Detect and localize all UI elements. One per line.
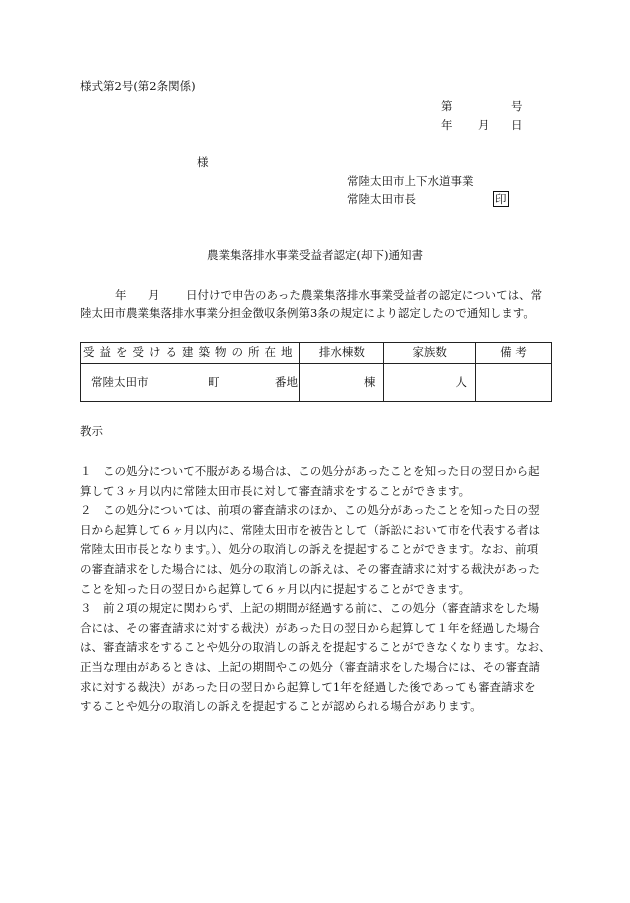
addressee-suffix: 様 xyxy=(197,155,209,169)
instructions-body xyxy=(80,462,555,717)
table-row xyxy=(81,364,552,402)
header-building-count: 排水棟数 xyxy=(300,343,384,364)
property-table xyxy=(80,342,552,402)
header-location: 受益を受ける建築物の所在地 xyxy=(81,343,300,364)
intro-paragraph xyxy=(80,286,555,322)
location-city: 常陸太田市 xyxy=(91,375,149,389)
family-count-cell: 人 xyxy=(384,364,476,402)
header-family-count: 家族数 xyxy=(384,343,476,364)
instruction-heading: 教示 xyxy=(80,424,103,438)
doc-number-dai: 第 xyxy=(441,99,453,113)
instruction-line: ３ 前２項の規定に関わらず、上記の期間が経過する前に、この処分（審査請求をした場 xyxy=(80,601,540,616)
issuer-head: 常陸太田市長 xyxy=(347,192,416,206)
location-town: 町 xyxy=(208,375,220,389)
form-number: 様式第2号(第2条関係) xyxy=(80,79,196,93)
instruction-line: 求に対する裁決）があった日の翌日から起算して1年を経過した後であっても審査請求を xyxy=(80,679,536,694)
intro-line-1 xyxy=(80,286,555,304)
header-remarks: 備 考 xyxy=(476,343,552,364)
intro-year: 年 xyxy=(115,288,127,302)
location-cell xyxy=(81,364,300,402)
instruction-line: の審査請求をした場合には、処分の取消しの訴えは、その審査請求に対する裁決があった xyxy=(80,561,540,576)
date-month: 月 xyxy=(478,118,490,132)
building-count-cell: 棟 xyxy=(300,364,384,402)
intro-month: 月 xyxy=(148,288,160,302)
instruction-line: 合には、その審査請求に対する裁決）があった日の翌日から起算して１年を経過した場合 xyxy=(80,620,540,635)
instruction-line: 常陸太田市長となります。）、処分の取消しの訴えを提起することができます。なお、前項 xyxy=(80,542,539,557)
location-banchi: 番地 xyxy=(275,375,298,389)
instruction-line: 日から起算して６ヶ月以内に、常陸太田市を被告として（訴訟において市を代表する者は xyxy=(80,522,540,537)
doc-number-go: 号 xyxy=(511,99,523,113)
intro-line-1-text: 日付けで申告のあった農業集落排水事業受益者の認定については、常 xyxy=(186,288,543,302)
intro-line-2: 陸太田市農業集落排水事業分担金徴収条例第3条の規定により認定したので通知します。 xyxy=(80,306,535,320)
instruction-line: 正当な理由があるときは、上記の期間やこの処分（審査請求をした場合には、その審査請 xyxy=(80,659,540,674)
seal-mark: 印 xyxy=(495,192,507,206)
issuer-organization: 常陸太田市上下水道事業 xyxy=(347,174,474,188)
instruction-line: ことを知った日の翌日から起算して６ヶ月以内に提起することができます。 xyxy=(80,581,471,596)
date-year: 年 xyxy=(441,118,453,132)
instruction-line: １ この処分について不服がある場合は、この処分があったことを知った日の翌日から起 xyxy=(80,464,540,478)
document-number xyxy=(441,100,523,114)
instruction-line: 算して３ヶ月以内に常陸太田市長に対して審査請求をすることができます。 xyxy=(80,483,471,498)
remarks-cell xyxy=(476,364,552,402)
document-title: 農業集落排水事業受益者認定(却下)通知書 xyxy=(207,248,423,262)
instruction-line: することや処分の取消しの訴えを提起することが認められる場合があります。 xyxy=(80,699,482,714)
instruction-line: ２ この処分については、前項の審査請求のほか、この処分があったことを知った日の翌 xyxy=(80,503,540,518)
date-day: 日 xyxy=(511,118,523,132)
document-date xyxy=(441,119,523,133)
table-header-row xyxy=(81,343,552,364)
instruction-line: は、審査請求をすることや処分の取消しの訴えを提起することができなくなります。なお、 xyxy=(80,640,551,655)
